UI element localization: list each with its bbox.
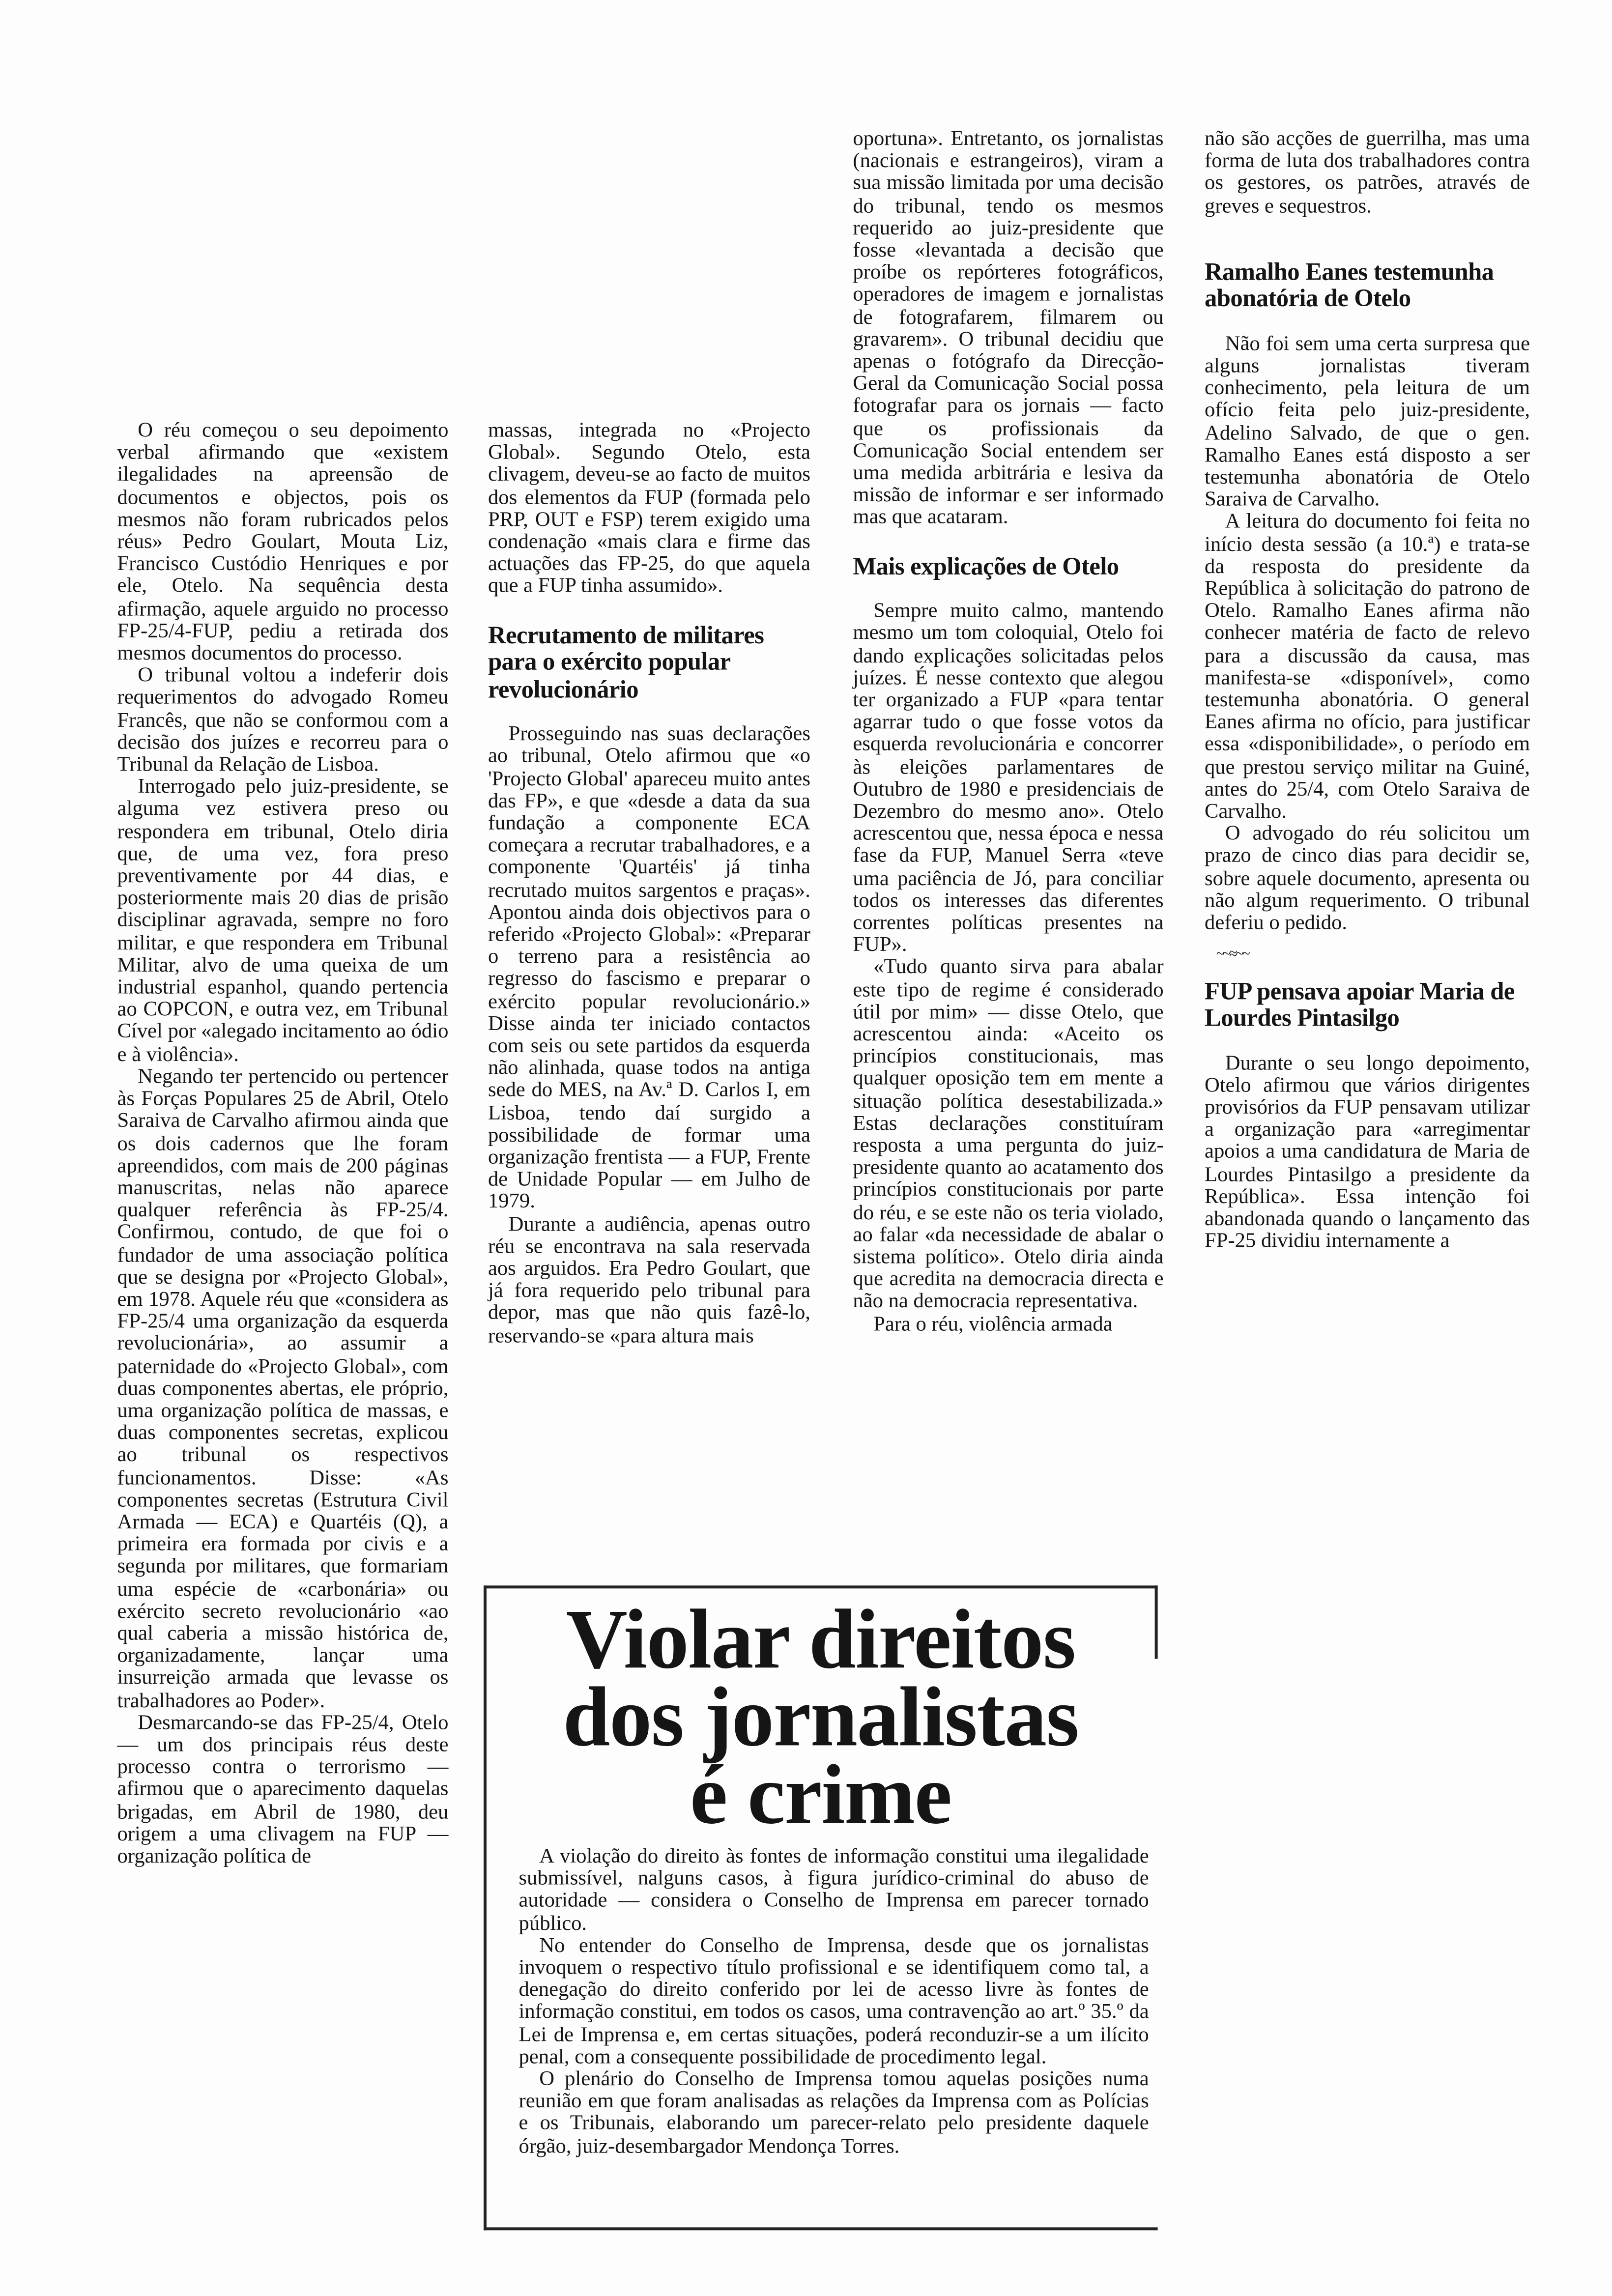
paragraph: Sempre muito calmo, mantendo mesmo um tom coloquial, Otelo foi dando explicações solicitadas pelos juízes. É nesse contexto que alegou ter organizado a FUP «para tentar agarrar tudo o que fosse votos da esquerda revolucionária e concorrer às eleições parlamentares de Outubro de 1980 e presidenciais de Dezembro do mesmo ano». Otelo acrescentou que, nessa época e nessa fase da FUP, Manuel Serra «teve uma paciência de Jó, para conciliar todos os interesses das diferentes correntes políticas presentes na FUP».	[853, 600, 1164, 957]
headline-line: é crime	[690, 1747, 951, 1842]
headline-line: Violar direitos	[566, 1591, 1075, 1687]
paragraph: Durante a audiência, apenas outro réu se encontrava na sala reservada aos arguidos. Era Pedro Goulart, que já fora requerido pelo tribunal para depor, mas que não quis fazê-lo, reservando-se «para altura mais	[488, 1212, 810, 1348]
article-column-2	[488, 421, 810, 1348]
paragraph: não são acções de guerrilha, mas uma forma de luta dos trabalhadores contra os gestores, os patrões, através de greves e sequestros.	[1205, 127, 1530, 218]
paragraph: Não foi sem uma certa surpresa que alguns jornalistas tiveram conhecimento, pela leitura de um ofício feita pelo juiz-presidente, Adelino Salvado, de que o gen. Ramalho Eanes está disposto a ser testemunha abonatória de Otelo Saraiva de Carvalho.	[1205, 332, 1530, 512]
boxed-article-headline	[487, 1591, 1155, 1842]
ornament-divider: ~~≈~~	[1216, 947, 1249, 963]
box-border-fragment	[1155, 1585, 1158, 1659]
boxed-article-body	[519, 1846, 1149, 2158]
article-column-1	[117, 421, 449, 1869]
paragraph: A leitura do documento foi feita no início desta sessão (a 10.ª) e trata-se da resposta do presidente da República à solicitação do patrono de Otelo. Ramalho Eanes afirma não conhecer matéria de facto de relevo para a discussão da causa, mas manifesta-se «disponível», como testemunha abonatória. O general Eanes afirma no ofício, para justificar essa «disponibilidade», o período em que prestou serviço militar na Guiné, antes do 25/4, com Otelo Saraiva de Carvalho.	[1205, 510, 1530, 824]
subheading-fup-pintasilgo: FUP pensava apoiar Maria de Lourdes Pintasilgo	[1205, 976, 1515, 1032]
paragraph: O plenário do Conselho de Imprensa tomou aquelas posições numa reunião em que foram analisadas as relações da Imprensa com as Polícias e os Tribunais, elaborando um parecer-relato pelo presidente daquele órgão, juiz-desembargador Mendonça Torres.	[518, 2067, 1149, 2158]
paragraph: No entender do Conselho de Imprensa, desde que os jornalistas invoquem o respectivo título profissional e se identifiquem como tal, a denegação do direito conferido por lei de acesso livre às fontes de informação constitui, em todos os casos, uma contravenção ao art.º 35.º da Lei de Imprensa e, em certas situações, poderá reconduzir-se a um ilícito penal, com a consequente possibilidade de procedimento legal.	[518, 1934, 1149, 2069]
paragraph: «Tudo quanto sirva para abalar este tipo de regime é considerado útil por mim» — disse Otelo, que acrescentou ainda: «Aceito os princípios constitucionais, mas qualquer oposição tem em mente a situação política desestabilizada.» Estas declarações constituíram resposta a uma pergunta do juiz-presidente quanto ao acatamento dos princípios constitucionais por parte do réu, e se este não os teria violado, ao falar «da necessidade de abalar o sistema político». Otelo diria ainda que acredita na democracia directa e não na democracia representativa.	[853, 956, 1164, 1314]
boxed-article	[484, 1585, 1158, 2230]
paragraph: Prosseguindo nas suas declarações ao tribunal, Otelo afirmou que «o 'Projecto Global' apareceu muito antes das FP», e que «desde a data da sua fundação a componente ECA começara a recrutar trabalhadores, e a componente 'Quartéis' já tinha recrutado muitos sargentos e praças». Apontou ainda dois objectivos para o referido «Projecto Global»: «Preparar o terreno para a resistência ao regresso do fascismo e preparar o exército popular revolucionário.» Disse ainda ter iniciado contactos com seis ou sete partidos da esquerda não alinhada, quase todos na antiga sede do MES, na Av.ª D. Carlos I, em Lisboa, tendo daí surgido a possibilidade de formar uma organização frentista — a FUP, Frente de Unidade Popular — em Julho de 1979.	[488, 722, 810, 1214]
subheading-recrutamento: Recrutamento de militares para o exército popular revolucionário	[488, 621, 764, 703]
paragraph: O advogado do réu solicitou um prazo de cinco dias para decidir se, sobre aquele documento, apresenta ou não algum requerimento. O tribunal deferiu o pedido.	[1205, 822, 1530, 935]
paragraph: massas, integrada no «Projecto Global». Segundo Otelo, esta clivagem, deveu-se ao facto de muitos dos elementos da FUP (formada pelo PRP, OUT e FSP) terem exigido uma condenação «mais clara e firme das actuações das FP-25, do que aquela que a FUP tinha assumido».	[488, 419, 810, 599]
paragraph: oportuna». Entretanto, os jornalistas (nacionais e estrangeiros), viram a sua missão limitada por uma decisão do tribunal, tendo os mesmos requerido ao juiz-presidente que fosse «levantada a decisão que proíbe os repórteres fotográficos, operadores de imagem e jornalistas de fotografarem, filmarem ou gravarem». O tribunal decidiu que apenas o fotógrafo da Direcção-Geral da Comunicação Social possa fotografar para os jornais — facto que os profissionais da Comunicação Social entendem ser uma medida arbitrária e lesiva da missão de informar e ser informado mas que acataram.	[853, 127, 1164, 530]
paragraph: O réu começou o seu depoimento verbal afirmando que «existem ilegalidades na apreensão de documentos e objectos, pois os mesmos não foram rubricados pelos réus» Pedro Goulart, Mouta Liz, Francisco Custódio Henriques e por ele, Otelo. Na sequência desta afirmação, aquele arguido no processo FP-25/4-FUP, pediu a retirada dos mesmos documentos do processo.	[117, 419, 449, 665]
paragraph: A violação do direito às fontes de informação constitui uma ilegalidade submissível, nalguns casos, à figura jurídico-criminal do abuso de autoridade — considera o Conselho de Imprensa em parecer tornado público.	[518, 1845, 1149, 1935]
article-column-3	[853, 129, 1163, 1336]
article-column-4	[1205, 129, 1530, 1253]
paragraph: Negando ter pertencido ou pertencer às Forças Populares 25 de Abril, Otelo Saraiva de Carvalho afirmou ainda que os dois cadernos que lhe foram apreendidos, com mais de 200 páginas manuscritas, nelas não aparece qualquer referência às FP-25/4. Confirmou, contudo, de que foi o fundador de uma associação política que se designa por «Projecto Global», em 1978. Aquele réu que «considera as FP-25/4 uma organização da esquerda revolucionária», ao assumir a paternidade do «Projecto Global», com duas componentes abertas, ele próprio, uma organização política de massas, e duas componentes secretas, explicou ao tribunal os respectivos funcionamentos. Disse: «As componentes secretas (Estrutura Civil Armada — ECA) e Quartéis (Q), a primeira era formada por civis e a segunda por militares, que formariam uma espécie de «carbonária» ou exército secreto revolucionário «ao qual caberia a missão histórica de, organizadamente, lançar uma insurreição armada que levasse os trabalhadores ao Poder».	[117, 1065, 449, 1713]
paragraph: Durante o seu longo depoimento, Otelo afirmou que vários dirigentes provisórios da FUP pensavam utilizar a organização para «arregimentar apoios a uma candidatura de Maria de Lourdes Pintasilgo a presidente da República». Essa intenção foi abandonada quando o lançamento das FP-25 dividiu internamente a	[1205, 1051, 1530, 1253]
headline-line: dos jornalistas	[563, 1669, 1079, 1765]
paragraph: O tribunal voltou a indeferir dois requerimentos do advogado Romeu Francês, que não se conformou com a decisão dos juízes e recorreu para o Tribunal da Relação de Lisboa.	[117, 664, 449, 777]
paragraph: Interrogado pelo juiz-presidente, se alguma vez estivera preso ou respondera em tribunal, Otelo diria que, de uma vez, fora preso preventivamente por 44 dias, e posteriormente mais 20 dias de prisão disciplinar agravada, sempre no foro militar, e que respondera em Tribunal Militar, alvo de uma queixa de um industrial espanhol, quando pertencia ao COPCON, e outra vez, em Tribunal Cível por «alegado incitamento ao ódio e à violência».	[117, 775, 449, 1066]
paragraph: Para o réu, violência armada	[873, 1312, 1113, 1336]
paragraph: Desmarcando-se das FP-25/4, Otelo — um dos principais réus deste processo contra o terrorismo — afirmou que o aparecimento daquelas brigadas, em Abril de 1980, deu origem a uma clivagem na FUP — organização política de	[117, 1711, 449, 1868]
subheading-ramalho-eanes: Ramalho Eanes testemunha abonatória de Otelo	[1205, 258, 1494, 313]
subheading-mais-explicacoes: Mais explicações de Otelo	[853, 552, 1119, 580]
